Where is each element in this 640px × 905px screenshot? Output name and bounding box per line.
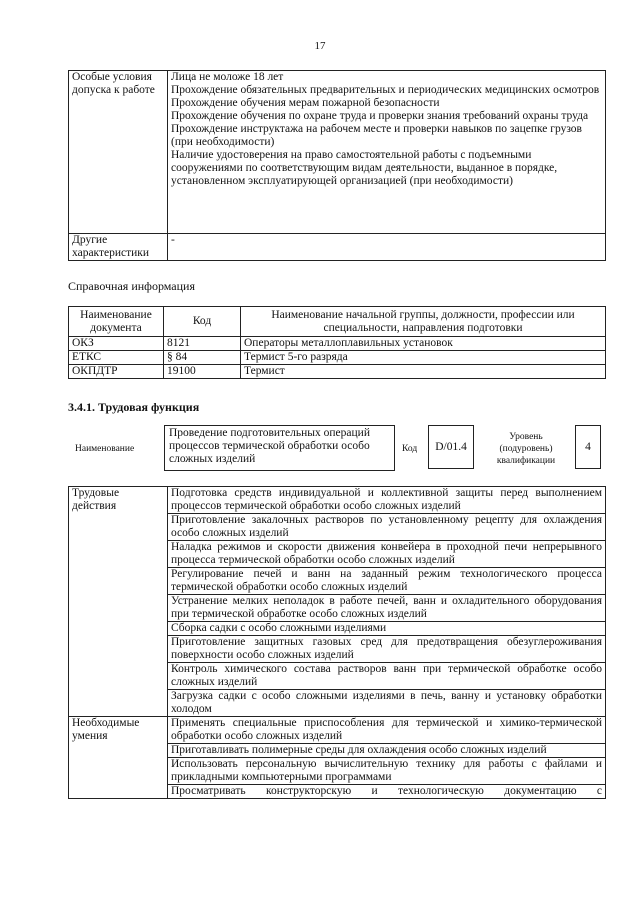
page-number: 17 — [314, 40, 326, 52]
condition-line: Прохождение обучения по охране труда и проверки знания требований охраны труда — [171, 110, 589, 122]
skill-item: Приготавливать полимерные среды для охлаждения особо сложных изделий — [168, 744, 606, 758]
table-row — [69, 487, 606, 514]
header-cell: Наименование начальной группы, должности, профессии или специальности, направления подготовки — [241, 307, 606, 337]
table-row — [69, 307, 606, 337]
table-row — [69, 365, 606, 379]
reference-table — [68, 306, 606, 379]
header-cell: Код — [164, 307, 241, 337]
cell: Термист 5-го разряда — [241, 351, 606, 365]
table-row — [69, 234, 606, 261]
function-title: 3.4.1. Трудовая функция — [68, 400, 200, 414]
cell: ОКЗ — [69, 337, 164, 351]
row-label: Другие характеристики — [69, 234, 168, 261]
row-content — [168, 71, 606, 234]
row-label: Особые условия допуска к работе — [69, 71, 168, 234]
condition-line: Лица не моложе 18 лет — [171, 71, 284, 83]
action-item: Контроль химического состава растворов ванн при термической обработке особо сложных изделий — [168, 663, 606, 690]
reference-title: Справочная информация — [68, 279, 195, 293]
table-row — [69, 351, 606, 365]
cell: 8121 — [164, 337, 241, 351]
skill-item: Применять специальные приспособления для термической и химико-термической обработки особо сложных изделий — [168, 717, 606, 744]
name-value: Проведение подготовительных операций процессов термической обработки особо сложных изделий — [164, 425, 395, 471]
condition-line: Прохождение обязательных предварительных и периодических медицинских осмотров — [171, 84, 600, 96]
actions-table — [68, 486, 606, 799]
code-value: D/01.4 — [428, 425, 474, 469]
action-item: Приготовление защитных газовых сред для предотвращения обезуглероживания поверхности особо сложных изделий — [168, 636, 606, 663]
level-value: 4 — [575, 425, 601, 469]
cell: ЕТКС — [69, 351, 164, 365]
action-item: Загрузка садки с особо сложными изделиями в печь, ванну и установку обработки холодом — [168, 690, 606, 717]
row-label: Необходимые умения — [69, 717, 168, 799]
condition-line: Наличие удостоверения на право самостоятельной работы с подъемными сооружениями по соответствующим видам деятельности, выданное в порядке, установленном эксплуатирующей организацией (при необходимости) — [171, 149, 558, 187]
header-cell: Наименование документа — [69, 307, 164, 337]
action-item: Регулирование печей и ванн на заданный режим технологического процесса термической обработки особо сложных изделий — [168, 568, 606, 595]
action-item: Подготовка средств индивидуальной и коллективной защиты перед выполнением процессов термической обработки особо сложных изделий — [168, 487, 606, 514]
cell: Операторы металлоплавильных установок — [241, 337, 606, 351]
condition-line: Прохождение инструктажа на рабочем месте и проверки навыков по зацепке грузов (при необходимости) — [171, 123, 582, 148]
name-label: Наименование — [75, 444, 135, 454]
skill-item: Просматривать конструкторскую и технологическую документацию с — [168, 785, 606, 799]
cell: ОКПДТР — [69, 365, 164, 379]
cell: 19100 — [164, 365, 241, 379]
table-row — [69, 337, 606, 351]
cell: § 84 — [164, 351, 241, 365]
action-item: Сборка садки с особо сложными изделиями — [168, 622, 606, 636]
conditions-table — [68, 70, 606, 261]
condition-line: Прохождение обучения мерам пожарной безопасности — [171, 97, 440, 109]
table-row — [69, 717, 606, 744]
table-row — [69, 71, 606, 234]
skill-item: Использовать персональную вычислительную технику для работы с файлами и прикладными компьютерными программами — [168, 758, 606, 785]
action-item: Наладка режимов и скорости движения конвейера в проходной печи непрерывного процесса термической обработки особо сложных изделий — [168, 541, 606, 568]
code-label: Код — [402, 444, 418, 454]
level-label: Уровень (подуровень) квалификации — [496, 432, 556, 466]
row-content: - — [168, 234, 606, 261]
row-label: Трудовые действия — [69, 487, 168, 717]
action-item: Устранение мелких неполадок в работе печей, ванн и охладительного оборудования при термической обработке особо сложных изделий — [168, 595, 606, 622]
cell: Термист — [241, 365, 606, 379]
action-item: Приготовление закалочных растворов по установленному рецепту для охлаждения особо сложных изделий — [168, 514, 606, 541]
